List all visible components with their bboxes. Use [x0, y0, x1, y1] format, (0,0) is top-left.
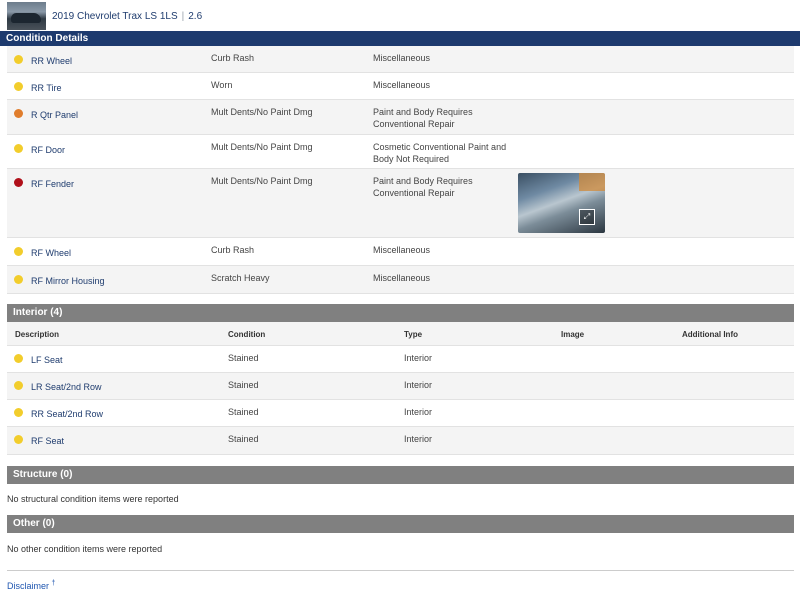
condition-item-link[interactable]: R Qtr Panel [31, 110, 79, 120]
interior-row [7, 400, 794, 427]
photo-highlight [579, 173, 605, 191]
type-text [373, 106, 473, 130]
dagger-icon: † [51, 580, 56, 587]
condition-item-link[interactable]: RF Mirror Housing [31, 276, 105, 286]
condition-row [7, 73, 794, 100]
interior-section-header: Interior (4) [7, 304, 794, 322]
type-text: Miscellaneous [373, 245, 431, 255]
col-description: Description [15, 330, 60, 339]
condition-text: Curb Rash [211, 53, 255, 63]
col-additional-info: Additional Info [682, 330, 738, 339]
type-text: Miscellaneous [373, 53, 431, 63]
severity-dot [14, 247, 23, 256]
interior-column-headers [7, 322, 794, 346]
type-text: Miscellaneous [373, 80, 431, 90]
condition-grade: 2.6 [188, 11, 203, 22]
condition-row [7, 266, 794, 294]
condition-row [7, 238, 794, 266]
condition-text: Mult Dents/No Paint Dmg [211, 142, 313, 152]
type-line: Paint and Body Requires [373, 107, 473, 117]
car-silhouette [11, 13, 41, 23]
type-line: Conventional Repair [373, 188, 455, 198]
structure-note: No structural condition items were reported [7, 494, 179, 504]
type-line: Conventional Repair [373, 119, 455, 129]
type-line: Body Not Required [373, 154, 450, 164]
type-text: Interior [404, 434, 433, 444]
condition-text: Stained [228, 353, 259, 363]
severity-dot [14, 82, 23, 91]
severity-dot [14, 144, 23, 153]
type-text: Interior [404, 380, 433, 390]
severity-dot [14, 109, 23, 118]
condition-text: Stained [228, 407, 259, 417]
vehicle-header [0, 0, 800, 31]
severity-dot [14, 381, 23, 390]
type-text: Interior [404, 407, 433, 417]
condition-item-link[interactable]: RR Wheel [31, 56, 73, 66]
interior-item-link[interactable]: RF Seat [31, 436, 65, 446]
condition-text: Mult Dents/No Paint Dmg [211, 107, 313, 117]
severity-dot [14, 178, 23, 187]
condition-item-link[interactable]: RF Fender [31, 179, 75, 189]
interior-item-link[interactable]: LF Seat [31, 355, 63, 365]
condition-text: Scratch Heavy [211, 273, 270, 283]
col-condition: Condition [228, 330, 266, 339]
condition-text: Worn [211, 80, 233, 90]
condition-item-link[interactable]: RF Wheel [31, 248, 72, 258]
condition-text: Stained [228, 380, 259, 390]
footer-divider [7, 570, 794, 571]
vehicle-name: 2019 Chevrolet Trax LS 1LS [52, 11, 178, 22]
title-separator: | [181, 11, 185, 22]
interior-row [7, 427, 794, 455]
structure-section-header: Structure (0) [7, 466, 794, 484]
disclaimer-link[interactable] [7, 580, 55, 591]
interior-item-link[interactable]: LR Seat/2nd Row [31, 382, 102, 392]
condition-row [7, 100, 794, 135]
condition-details-header: Condition Details [0, 31, 800, 46]
type-text: Miscellaneous [373, 273, 431, 283]
severity-dot [14, 435, 23, 444]
interior-row [7, 346, 794, 373]
condition-item-link[interactable]: RR Tire [31, 83, 62, 93]
magnify-expand-icon[interactable]: ⤢ [579, 209, 595, 225]
condition-row [7, 135, 794, 169]
severity-dot [14, 408, 23, 417]
type-line: Cosmetic Conventional Paint and [373, 142, 507, 152]
severity-dot [14, 275, 23, 284]
condition-row [7, 169, 794, 238]
type-text [373, 175, 473, 199]
condition-item-link[interactable]: RF Door [31, 145, 66, 155]
col-type: Type [404, 330, 423, 339]
condition-text: Mult Dents/No Paint Dmg [211, 176, 313, 186]
col-image: Image [561, 330, 585, 339]
condition-row [7, 46, 794, 73]
interior-item-link[interactable]: RR Seat/2nd Row [31, 409, 104, 419]
disclaimer-text: Disclaimer [7, 581, 50, 591]
other-note: No other condition items were reported [7, 544, 163, 554]
severity-dot [14, 354, 23, 363]
type-text [373, 141, 506, 165]
vehicle-thumbnail[interactable] [7, 2, 46, 30]
other-section-header: Other (0) [7, 515, 794, 533]
severity-dot [14, 55, 23, 64]
type-line: Paint and Body Requires [373, 176, 473, 186]
condition-text: Stained [228, 434, 259, 444]
type-text: Interior [404, 353, 433, 363]
condition-text: Curb Rash [211, 245, 255, 255]
vehicle-title [52, 11, 202, 22]
damage-photo[interactable] [518, 173, 605, 233]
interior-row [7, 373, 794, 400]
